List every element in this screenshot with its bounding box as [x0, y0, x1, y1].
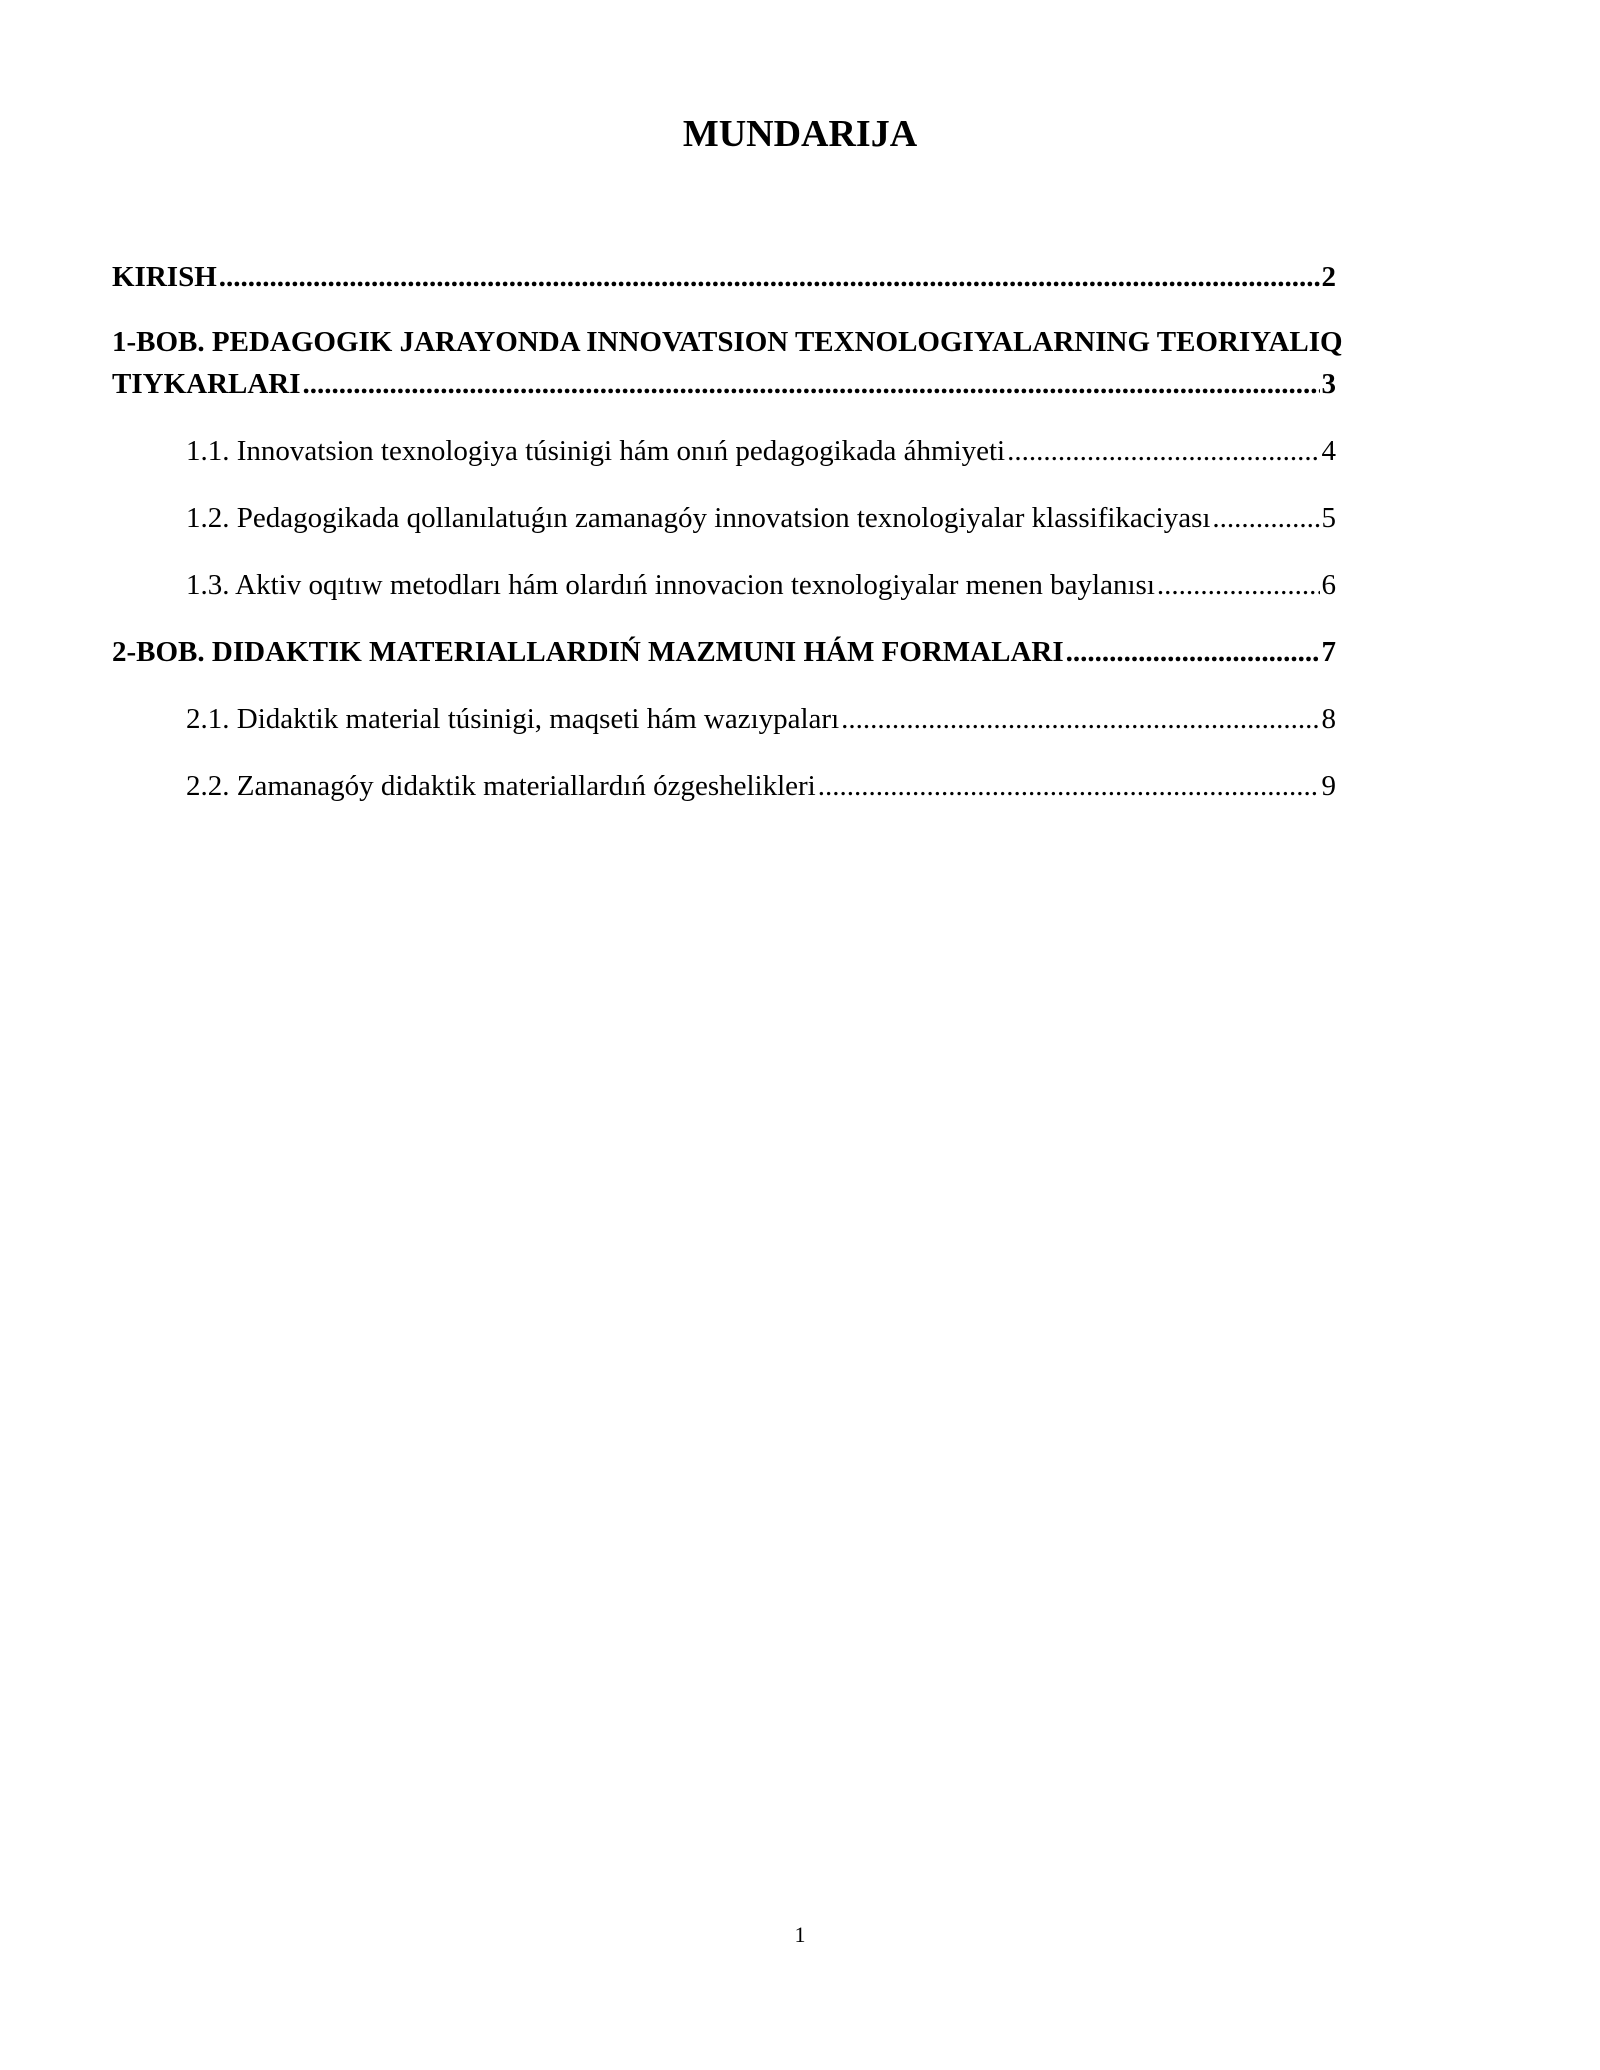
toc-leader-dots — [1007, 430, 1319, 472]
toc-entry-label: KIRISH — [112, 261, 217, 293]
toc-entry-2-2[interactable] — [186, 765, 1336, 807]
toc-entry-label: 1.2. Pedagogikada qollanılatuǵın zamanagóy innovatsion texnologiyalar klassifikaciyası — [186, 502, 1211, 534]
toc-leader-dots — [1212, 497, 1319, 539]
toc-entry-1-3[interactable] — [186, 564, 1336, 606]
toc-entry-page: 2 — [1321, 261, 1336, 293]
toc-entry-page: 3 — [1321, 368, 1336, 400]
page-number: 1 — [794, 1922, 806, 1947]
toc-entry-chapter1-line1[interactable]: 1-BOB. PEDAGOGIK JARAYONDA INNOVATSION TEXNOLOGIYALARNING TEORIYALIQ — [112, 326, 1343, 358]
toc-entry-label: 2-BOB. DIDAKTIK MATERIALLARDIŃ MAZMUNI HÁM FORMALARI — [112, 636, 1064, 668]
toc-entry-label: 2.2. Zamanagóy didaktik materiallardıń ózgeshelikleri — [186, 770, 816, 802]
toc-leader-dots — [303, 363, 1320, 405]
toc-entry-kirish[interactable] — [112, 256, 1336, 298]
toc-entry-1-2[interactable] — [186, 497, 1336, 539]
toc-entry-1-1[interactable] — [186, 430, 1336, 472]
toc-entry-2-1[interactable] — [186, 698, 1336, 740]
toc-entry-chapter2[interactable] — [112, 631, 1336, 673]
toc-entry-page: 8 — [1321, 703, 1336, 735]
toc-leader-dots — [1157, 564, 1320, 606]
toc-leader-dots — [841, 698, 1319, 740]
toc-entry-page: 6 — [1321, 569, 1336, 601]
toc-entry-label: 1.1. Innovatsion texnologiya túsinigi hám onıń pedagogikada áhmiyeti — [186, 435, 1006, 467]
toc-entry-label: 1.3. Aktiv oqıtıw metodları hám olardıń innovacion texnologiyalar menen baylanısı — [186, 569, 1155, 601]
toc-leader-dots — [219, 256, 1320, 298]
toc-entry-chapter1[interactable] — [112, 363, 1336, 405]
page-title: MUNDARIJA — [682, 113, 918, 155]
toc-entry-page: 5 — [1321, 502, 1336, 534]
toc-entry-label: TIYKARLARI — [112, 368, 301, 400]
toc-entry-page: 7 — [1321, 636, 1336, 668]
toc-leader-dots — [818, 765, 1320, 807]
toc-leader-dots — [1066, 631, 1320, 673]
toc-entry-page: 4 — [1321, 435, 1336, 467]
toc-entry-label: 2.1. Didaktik material túsinigi, maqseti hám wazıypaları — [186, 703, 840, 735]
toc-entry-page: 9 — [1321, 770, 1336, 802]
